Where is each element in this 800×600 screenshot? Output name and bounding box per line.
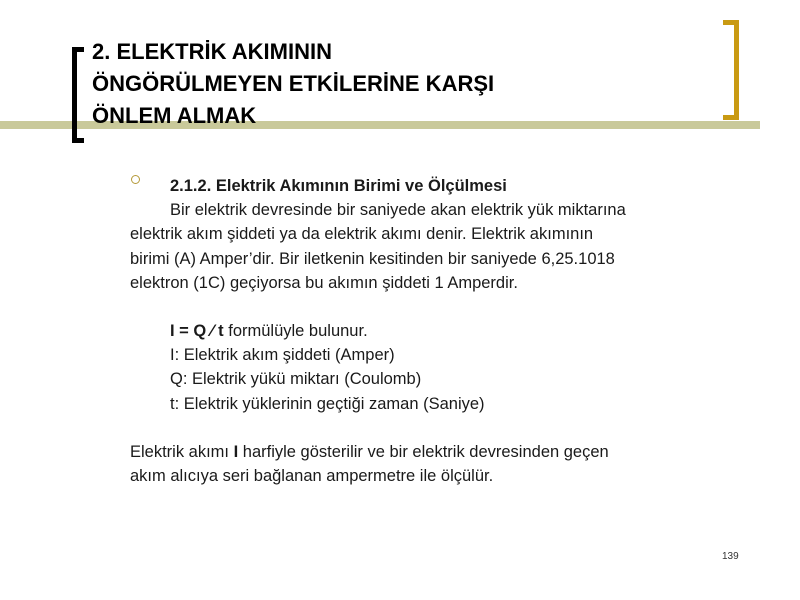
closing-text-b: harfiyle gösterilir ve bir elektrik devresinden geçen	[238, 442, 609, 461]
spacer	[130, 295, 730, 319]
title-line-3: ÖNLEM ALMAK	[92, 103, 257, 128]
section-heading: 2.1.2. Elektrik Akımının Birimi ve Ölçülmesi	[170, 177, 507, 195]
formula-expression: I = Q ⁄ t	[170, 322, 224, 341]
title-line-1: 2. ELEKTRİK AKIMININ	[92, 39, 332, 64]
definition-charge	[130, 367, 730, 391]
closing-line-1	[130, 440, 730, 464]
formula-description: formülüyle bulunur.	[223, 322, 368, 341]
definition-symbol: I:	[170, 346, 180, 365]
left-bracket-decoration	[72, 47, 84, 143]
title-line-2: ÖNGÖRÜLMEYEN ETKİLERİNE KARŞI	[92, 71, 495, 96]
spacer	[130, 416, 730, 440]
slide-title	[92, 36, 692, 132]
closing-text-a: Elektrik akımı	[130, 442, 234, 461]
right-bracket-decoration	[723, 20, 739, 120]
paragraph-line-1: Bir elektrik devresinde bir saniyede akan elektrik yük miktarına	[170, 201, 626, 220]
definition-current	[130, 343, 730, 367]
definition-text: Elektrik akım şiddeti (Amper)	[179, 346, 395, 365]
definition-symbol: t:	[170, 394, 180, 413]
paragraph-line-2: elektrik akım şiddeti ya da elektrik akımı denir. Elektrik akımının	[130, 225, 594, 244]
definition-time	[130, 392, 730, 416]
paragraph-line-4: elektron (1C) geçiyorsa bu akımın şiddeti 1 Amperdir.	[130, 273, 518, 292]
formula-line	[130, 319, 730, 343]
page-number: 139	[722, 551, 739, 562]
slide-body	[130, 174, 730, 488]
definition-text: Elektrik yükü miktarı (Coulomb)	[187, 370, 422, 389]
definition-text: Elektrik yüklerinin geçtiği zaman (Saniye)	[179, 394, 485, 413]
closing-line-2: akım alıcıya seri bağlanan ampermetre ile ölçülür.	[130, 467, 494, 486]
closing-symbol: I	[233, 442, 239, 461]
paragraph-line-3: birimi (A) Amper’dir. Bir iletkenin kesitinden bir saniyede 6,25.1018	[130, 249, 615, 268]
definition-symbol: Q:	[170, 370, 188, 389]
